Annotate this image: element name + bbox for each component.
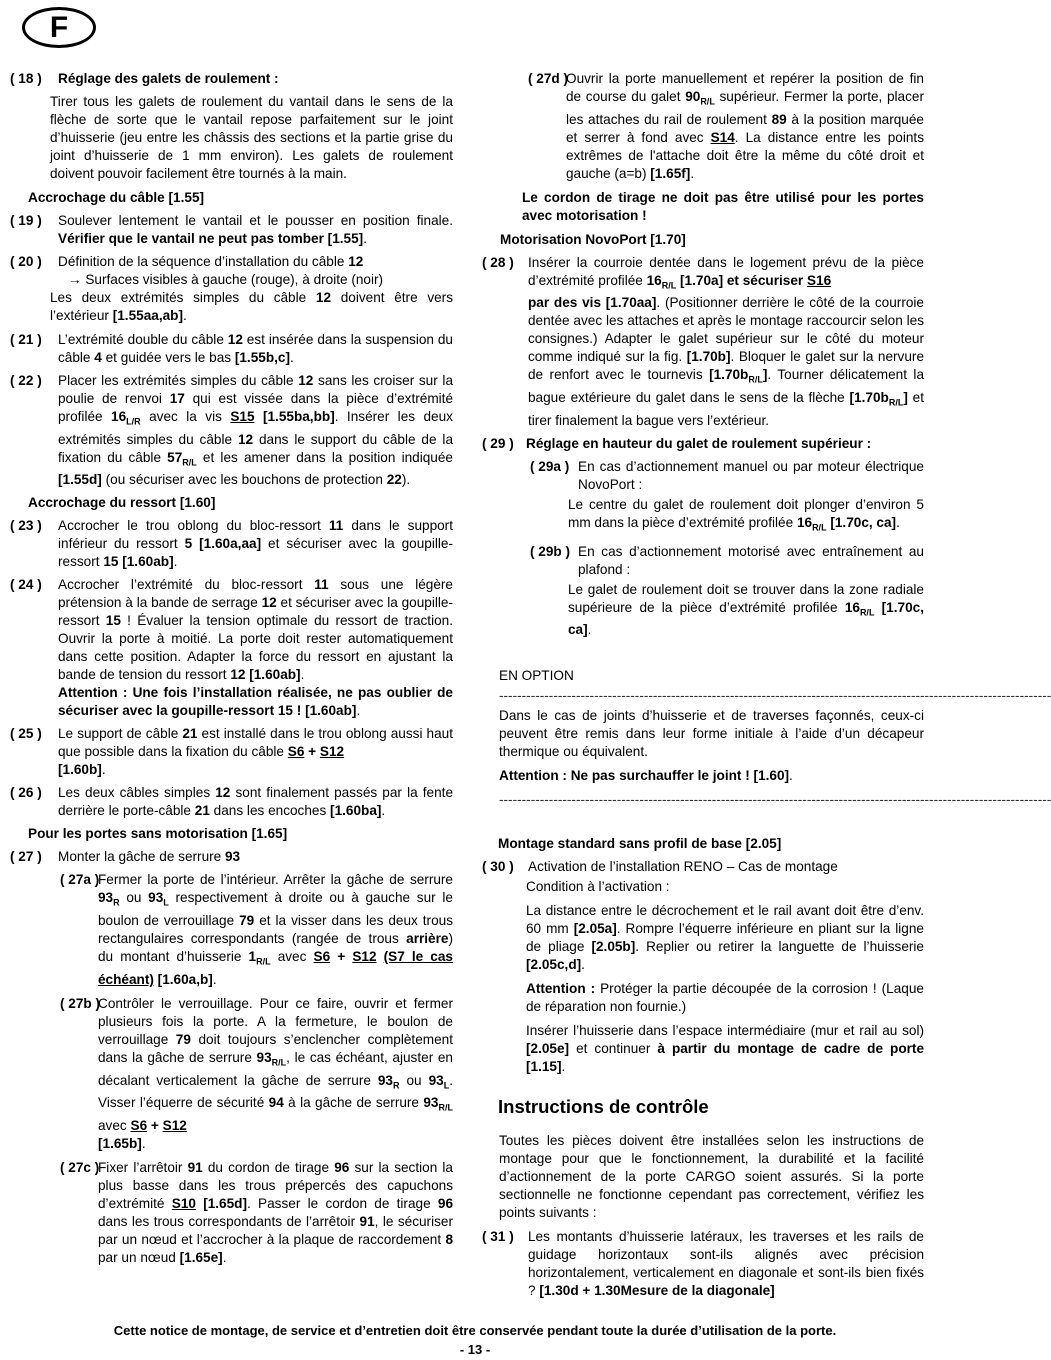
step-31 <box>482 1228 924 1300</box>
step-number: ( 27c ) <box>60 1160 100 1176</box>
step-text: Définition de la séquence d’installation du câble 12 → Surfaces visibles à gauche (rouge), à droite (noir) <box>58 254 384 287</box>
step-text: Contrôler le verrouillage. Pour ce faire, ouvrir et fermer plusieurs fois la porte. A la fermeture, le boulon de verrouillage 79 doit toujours s’enclencher complètement dans la gâche de serrure $93_{R/L}$, le cas échéant, ajuster en décalant verticalement la gâche de serrure $93_R$ ou $93_L$. Visser l’équerre de sécurité 94 à la gâche de serrure $93_{R/L}$ avec S6 + S12 [1.65b]. <box>98 995 453 1152</box>
step-number: ( 25 ) <box>10 726 42 742</box>
step-title: Réglage des galets de roulement : <box>58 71 279 86</box>
step-text: Accrocher l’extrémité du bloc-ressort 11 sous une légère prétension à la bande de serrage 12 et sécuriser avec la goupille-ressort 15 ! Évaluer la tension optimale du ressort de traction. Ouvrir la porte à moitié. La porte doit rester automatiquement dans cette position. Adapter la force du ressort en ajustant la bande de tension du ressort 12 [1.60ab]. Attention : Une fois l’installation réalisée, ne pas oublier de sécuriser avec la goupille-ressort 15 ! [1.60ab]. <box>58 577 453 719</box>
step-number: ( 20 ) <box>10 254 42 269</box>
separator-line: -------------------------------------------------------------------------------------------------------------------------- <box>499 792 1051 808</box>
step-27d <box>528 70 924 183</box>
step-23 <box>10 517 453 571</box>
step-19 <box>10 212 453 248</box>
step-27a <box>60 871 453 988</box>
step-29 <box>482 435 924 453</box>
step-number: ( 27d ) <box>528 71 569 86</box>
step-text: En cas d’actionnement manuel ou par moteur électrique NovoPort : <box>578 458 924 492</box>
step-text: Le support de câble 21 est installé dans le trou oblong aussi haut que possible dans la fixation du câble S6 + S12 [1.60b]. <box>58 726 453 778</box>
step-21 <box>10 331 453 367</box>
step-number: ( 18 ) <box>10 71 42 86</box>
step-number: ( 22 ) <box>10 373 42 388</box>
step-25 <box>10 725 453 779</box>
step-number: ( 28 ) <box>482 254 514 270</box>
step-number: ( 29 ) <box>482 435 514 451</box>
step-30-condition: Condition à l’activation : <box>526 879 670 895</box>
step-29a-text: Le centre du galet de roulement doit plonger d’environ 5 mm dans la pièce d’extrémité profilée $16_{R/L}$ [1.70c, ca]. <box>568 496 924 533</box>
step-number: ( 26 ) <box>10 785 42 801</box>
step-29a <box>530 458 924 494</box>
step-20-text: Les deux extrémités simples du câble 12 doivent être vers l’extérieur [1.55aa,ab]. <box>50 290 453 323</box>
step-number: ( 29b ) <box>530 543 571 559</box>
step-text: Accrocher le trou oblong du bloc-ressort 11 dans le support inférieur du ressort 5 [1.60a,aa] et sécuriser avec la goupille-ressort 15 [1.60ab]. <box>58 518 453 570</box>
attention-note: Attention : Une fois l’installation réalisée, ne pas oublier de sécuriser avec la goupille-ressort 15 ! [1.60ab] <box>58 685 453 719</box>
step-number: ( 31 ) <box>482 1229 514 1245</box>
step-30-text: La distance entre le décrochement et le rail avant doit être d’env. 60 mm [2.05a]. Rompre l’équerre inférieure en pliant sur la ligne de pliage [2.05b]. Replier ou retirer la languette de l’huisserie [2.05c,d]. <box>526 903 924 973</box>
step-text: Activation de l’installation RENO – Cas de montage <box>528 859 838 875</box>
heading-novoport: Motorisation NovoPort [1.70] <box>500 231 686 247</box>
arrow-icon: → <box>68 272 82 287</box>
step-text: Monter la gâche de serrure 93 <box>58 849 241 865</box>
step-27c <box>60 1159 453 1267</box>
controle-text: Toutes les pièces doivent être installées selon les instructions de montage pour que le fonctionnement, la durabilité et la facilité d’actionnement de la porte CARGO soient assurés. Si la porte sectionnelle ne fonctionne cependant pas correctement, vérifiez les points suivants : <box>499 1133 924 1221</box>
right-column <box>482 70 1051 1305</box>
step-number: ( 24 ) <box>10 577 42 593</box>
option-attention: Attention : Ne pas surchauffer le joint ! [1.60]. <box>499 768 793 784</box>
step-text: Les montants d’huisserie latéraux, les traverses et les rails de guidage horizontaux sont-ils alignés avec précision horizontalement, verticalement en diagonale et sont-ils bien fixés ? [1.30d + 1.30Mesure de la diagonale] <box>528 1229 924 1299</box>
step-number: ( 27b ) <box>60 995 101 1011</box>
step-30 <box>482 858 924 876</box>
step-number: ( 21 ) <box>10 332 42 347</box>
step-22 <box>10 372 453 489</box>
step-text: Fermer la porte de l’intérieur. Arrêter la gâche de serrure $93_R$ ou $93_L$ respectivement à droite ou à gauche sur le boulon de verrouillage 79 et la visser dans les deux trous rectangulaires correspondants (rangée de trous arrière) du montant d’huisserie $1_{R/L}$ avec S6 + S12 (S7 le cas échéant) [1.60a,b]. <box>98 872 454 987</box>
footer-note: Cette notice de montage, de service et d’entretien doit être conservée pendant toute la durée d’utilisation de la porte. <box>113 1323 837 1338</box>
step-27b <box>60 995 453 1153</box>
step-29b-text: Le galet de roulement doit se trouver dans la zone radiale supérieure de la pièce d’extrémité profilée $16_{R/L}$ [1.70c, ca]. <box>568 581 924 638</box>
step-30-insert: Insérer l’huisserie dans l’espace intermédiaire (mur et rail au sol) [2.05e] et continuer à partir du montage de cadre de porte [1.15]. <box>526 1023 924 1075</box>
step-28 <box>482 254 924 430</box>
left-column <box>10 70 453 1273</box>
step-number: ( 23 ) <box>10 518 42 534</box>
language-badge: F <box>22 7 96 48</box>
option-text: Dans le cas de joints d’huisserie et de traverses façonnés, ceux-ci peuvent être remis dans leur forme initiale à l’aide d’un décapeur thermique ou équivalent. <box>499 708 924 760</box>
heading-cable: Accrochage du câble [1.55] <box>28 190 205 205</box>
step-text: Placer les extrémités simples du câble 12 sans les croiser sur la poulie de renvoi 17 qui est vissée dans la pièce d’extrémité profilée $16_{L/R}$ avec la vis S15 [1.55ba,bb]. Insérer les deux extrémités simples du câble 12 dans le support du câble de la fixation du câble $57_{R/L}$ et les amener dans la position indiquée [1.55d] (ou sécuriser avec les bouchons de protection 22). <box>58 373 454 488</box>
step-text: Fixer l’arrêtoir 91 du cordon de tirage 96 sur la section la plus basse dans les trous prépercés des capuchons d’extrémité S10 [1.65d]. Passer le cordon de tirage 96 dans les trous correspondants de l’arrêtoir 91, le sécuriser par un nœud et l’accrocher à la plaque de raccordement 8 par un nœud [1.65e]. <box>98 1160 454 1266</box>
step-text: Soulever lentement le vantail et le pousser en position finale. Vérifier que le vantail ne peut pas tomber [1.55]. <box>58 213 453 246</box>
heading-ressort: Accrochage du ressort [1.60] <box>28 495 216 511</box>
page-number: - 13 - <box>459 1342 491 1357</box>
step-29b <box>530 543 924 579</box>
step-30-attention: Attention : Protéger la partie découpée de la corrosion ! (Laque de réparation non fournie.) <box>526 981 924 1015</box>
step-number: ( 27a ) <box>60 872 100 888</box>
step-27 <box>10 848 453 866</box>
step-number: ( 30 ) <box>482 859 514 875</box>
heading-controle: Instructions de contrôle <box>498 1096 709 1118</box>
step-title: Réglage en hauteur du galet de roulement supérieur : <box>526 435 872 451</box>
warning-cordon: Le cordon de tirage ne doit pas être utilisé pour les portes avec motorisation ! <box>522 189 924 223</box>
step-text: En cas d’actionnement motorisé avec entraînement au plafond : <box>578 543 924 577</box>
step-number: ( 27 ) <box>10 849 42 865</box>
step-18 <box>10 70 453 88</box>
separator-line: -------------------------------------------------------------------------------------------------------------------------- <box>499 688 1051 704</box>
step-18-text: Tirer tous les galets de roulement du vantail dans le sens de la flèche de sorte que le vantail repose parfaitement sur le joint d’huisserie (jeu entre les châssis des sections et la partie grise du joint d’huisserie de 1 mm environ). Les galets de roulement doivent pouvoir facilement être tournés à la main. <box>50 94 453 181</box>
step-number: ( 29a ) <box>530 458 570 474</box>
step-text: Les deux câbles simples 12 sont finalement passés par la fente derrière le porte-câble 21 dans les encoches [1.60ba]. <box>58 785 453 819</box>
step-text: Ouvrir la porte manuellement et repérer la position de fin de course du galet $90_{R/L}$ supérieur. Fermer la porte, placer les attaches du rail de roulement 89 à la position marquée et serrer à fond avec S14. La distance entre les points extrêmes de l'attache doit être la même du côté droit et gauche (a=b) [1.65f]. <box>566 71 924 181</box>
step-text: Insérer la courroie dentée dans le logement prévu de la pièce d’extrémité profilée $16_{R/L}$ [1.70a] et sécuriser S16 par des vis [1.70aa]. (Positionner derrière le côté de la courroie dentée avec les attaches et après le montage raccourcir selon les consignes.) Adapter le galet supérieur sur le côté du moteur comme indiqué sur la fig. [1.70b]. Bloquer le galet sur la nervure de renfort avec le tournevis $[1.70b_{R/L}]$. Tourner délicatement la bague extérieure du galet dans le sens de la flèche $[1.70b_{R/L}]$ et tirer finalement la bague vers l’extérieur. <box>528 254 925 428</box>
step-26 <box>10 784 453 820</box>
heading-montage: Montage standard sans profil de base [2.05] <box>498 836 782 852</box>
option-title: EN OPTION <box>499 668 574 684</box>
heading-sans-motorisation: Pour les portes sans motorisation [1.65] <box>28 826 288 842</box>
step-20 <box>10 253 453 289</box>
step-24 <box>10 576 453 720</box>
step-number: ( 19 ) <box>10 213 42 228</box>
step-text: L’extrémité double du câble 12 est insérée dans la suspension du câble 4 et guidée vers le bas [1.55b,c]. <box>58 332 453 365</box>
